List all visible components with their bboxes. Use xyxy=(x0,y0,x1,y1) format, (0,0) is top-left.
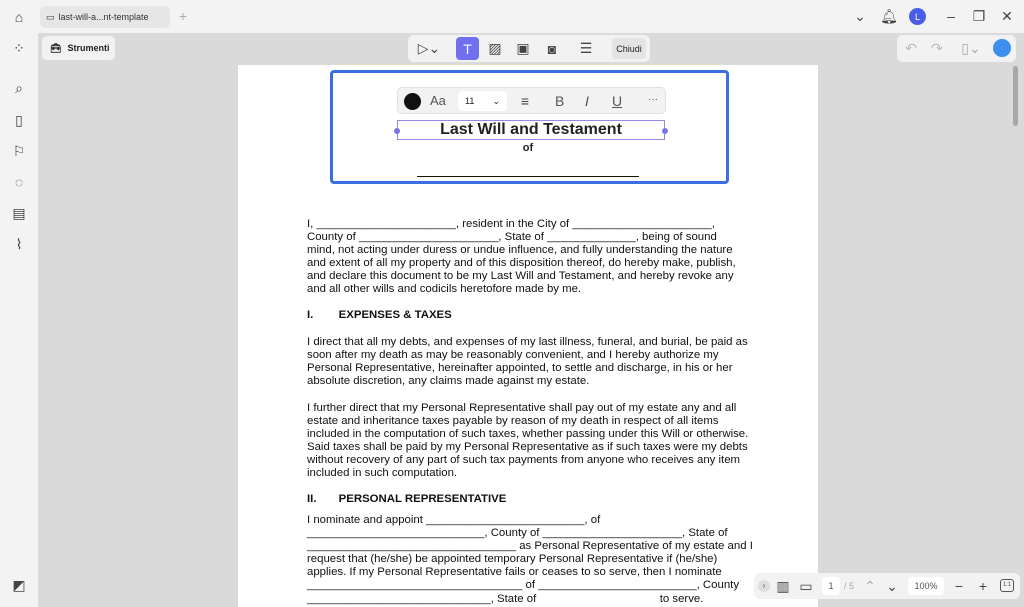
scrollbar[interactable] xyxy=(1013,66,1018,126)
tools-button[interactable]: 🧰︎ Strumenti xyxy=(42,36,115,60)
undo-icon[interactable]: ↶ xyxy=(905,40,917,56)
paragraph-nominate xyxy=(307,514,753,606)
redo-icon[interactable]: ↷ xyxy=(931,40,943,56)
text-line: ____________________________, County of ______________________, State of xyxy=(307,527,728,540)
select-tool-icon[interactable]: ▷⌄ xyxy=(417,40,441,56)
text-line: without recovery of any part of such tax payments from anyone who receives any item xyxy=(307,454,741,467)
attachment-icon[interactable]: ⌇ xyxy=(15,235,23,252)
new-tab-icon[interactable]: + xyxy=(178,8,188,24)
text-line: I further direct that my Personal Representative shall pay out of my estate any and all xyxy=(307,402,737,414)
page-icon[interactable]: ▯ xyxy=(15,111,23,128)
text-line: and declare this document to be my Last Will and Testament, and hereby revoke any xyxy=(307,270,734,283)
prev-page-icon[interactable]: ⌃ xyxy=(864,577,876,594)
page-number-input[interactable]: 1 xyxy=(822,577,840,595)
right-toolbar xyxy=(897,35,1016,62)
underline-button[interactable]: U xyxy=(612,93,623,109)
more-button[interactable]: ··· xyxy=(648,94,658,105)
restore-icon[interactable]: ❐ xyxy=(972,7,986,24)
paragraph-intro xyxy=(307,218,736,297)
close-edit-button[interactable]: Chiudi xyxy=(612,38,646,59)
text-tool-icon[interactable]: T xyxy=(456,37,479,60)
comment-icon: ▭ xyxy=(46,11,55,22)
zoom-level[interactable]: 100% xyxy=(908,577,944,595)
font-size-select[interactable]: 11 ⌄ xyxy=(458,91,507,111)
paragraph-debts xyxy=(307,336,748,388)
form-icon[interactable]: ▤ xyxy=(12,204,26,221)
close-icon[interactable]: ✕ xyxy=(1001,7,1013,24)
search-icon[interactable]: ⌕ xyxy=(15,79,23,96)
apps-icon[interactable]: ⁘ xyxy=(13,39,25,56)
text-format-toolbar xyxy=(397,87,666,114)
text-line: and all other wills and codicils heretofore made by me. xyxy=(307,283,582,296)
save-icon[interactable]: ▯⌄ xyxy=(961,40,981,56)
settings-sliders-icon[interactable]: ☰ xyxy=(579,40,593,56)
zoom-out-icon[interactable]: − xyxy=(954,578,964,594)
chevron-down-icon[interactable]: ⌄ xyxy=(854,7,866,24)
text-line: soon after my death as may be reasonably convenient, and I hereby authorize my xyxy=(307,349,719,362)
text-line: I, ______________________, resident in the City of ______________________, xyxy=(307,218,715,230)
watermark-tool-icon[interactable]: ◙ xyxy=(547,40,557,57)
home-icon[interactable]: ⌂ xyxy=(14,9,24,25)
layers-icon[interactable]: ◩ xyxy=(12,576,26,593)
text-line: _________________________________ as Personal Representative of my estate and I xyxy=(307,540,753,553)
text-line: __________________________________ of _________________________, County xyxy=(307,579,740,592)
text-line: Personal Representative, hereinafter appointed, to settle and discharge, in his or her xyxy=(307,362,733,375)
edit-toolbar xyxy=(408,35,650,62)
image-tool-icon[interactable]: ▨ xyxy=(488,40,502,56)
actual-size-button[interactable]: 1:1 xyxy=(1000,579,1014,592)
text-line: Said taxes shall be paid by my Personal Representative as if such taxes were my debts xyxy=(307,441,748,454)
comment-icon[interactable]: ◌ xyxy=(14,174,24,190)
toolbox-icon: 🧰︎ xyxy=(50,42,62,53)
heading-expenses: I. EXPENSES & TAXES xyxy=(307,309,452,321)
italic-button[interactable]: I xyxy=(585,93,589,109)
align-icon[interactable]: ≡ xyxy=(520,93,530,109)
doc-of: of xyxy=(522,142,534,154)
text-line: estate and inheritance taxes payable by reason of my death in respect of all items xyxy=(307,415,719,428)
minimize-icon[interactable]: – xyxy=(947,8,955,24)
text-line: and extent of all my property and of this disposition thereof, do hereby make, publish, xyxy=(307,257,736,270)
bold-button[interactable]: B xyxy=(555,93,565,109)
text-line: _____________________________, State of to serve. xyxy=(307,592,704,605)
text-line: I nominate and appoint _________________________, of xyxy=(307,514,601,526)
text-line: absolute discretion, any claims made against my estate. xyxy=(307,375,590,388)
ai-assistant-icon[interactable] xyxy=(993,39,1011,57)
text-line: applies. If my Personal Representative fails or ceases to so serve, then I nominate xyxy=(307,566,722,579)
page-navigation-bar xyxy=(754,573,1020,599)
name-line xyxy=(417,176,639,177)
doc-title[interactable]: Last Will and Testament xyxy=(397,120,665,140)
text-line: included in such computation. xyxy=(307,467,458,480)
color-picker[interactable] xyxy=(404,93,421,110)
reading-mode-icon[interactable]: ▥ xyxy=(776,577,790,594)
text-line: I direct that all my debts, and expenses of my last illness, funeral, and burial, be paid as xyxy=(307,336,748,348)
presentation-icon[interactable]: ▭ xyxy=(799,577,813,594)
link-tool-icon[interactable]: ▣ xyxy=(516,40,530,56)
page-total: / 5 xyxy=(844,581,855,591)
text-line: mind, not acting under duress or undue influence, and fully understanding the nature xyxy=(307,244,733,257)
heading-representative: II. PERSONAL REPRESENTATIVE xyxy=(307,493,507,505)
next-page-icon[interactable]: ⌄ xyxy=(886,577,898,594)
paragraph-taxes xyxy=(307,402,748,481)
font-button[interactable]: Aa xyxy=(430,93,446,108)
expand-button[interactable]: › xyxy=(758,580,770,592)
avatar[interactable]: L xyxy=(909,8,926,25)
text-line: included in the computation of such taxes, whether passing under this Will or otherwise. xyxy=(307,428,749,441)
bell-icon[interactable]: 🔔︎ xyxy=(880,7,898,24)
chevron-down-icon: ⌄ xyxy=(492,96,500,106)
zoom-in-icon[interactable]: + xyxy=(978,578,988,594)
bookmark-icon[interactable]: ⚐ xyxy=(12,142,26,159)
text-line: request that (he/she) be appointed temporary Personal Representative if (he/she) xyxy=(307,553,718,566)
document-tab[interactable]: ▭ last-will-a...nt-template xyxy=(40,6,170,28)
text-line: County of ______________________, State of ______________, being of sound xyxy=(307,231,717,244)
